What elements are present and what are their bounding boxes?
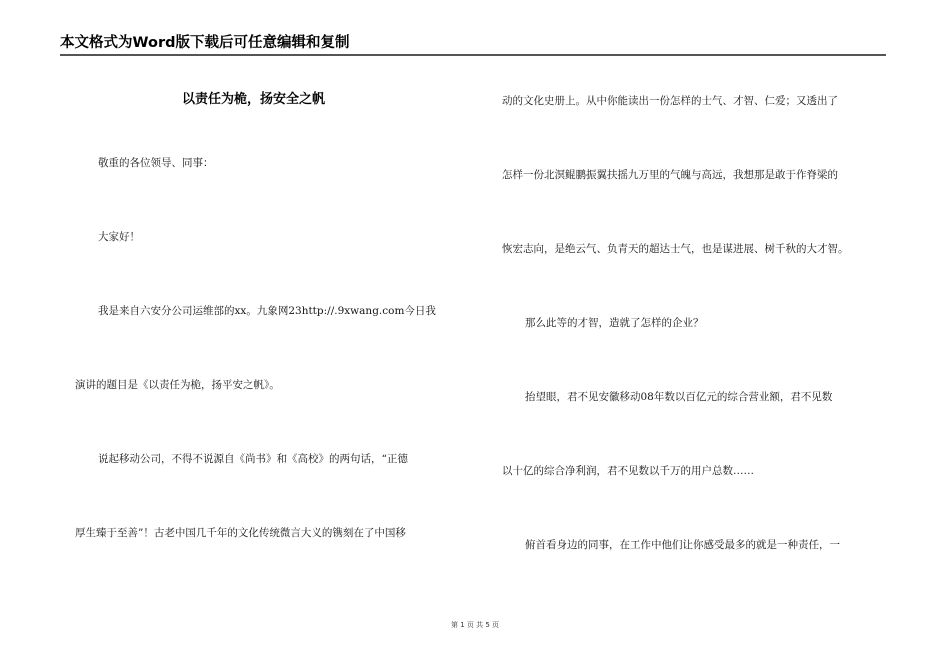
right-column-line: 那么此等的才智，造就了怎样的企业？ — [525, 317, 704, 329]
left-column-line: 大家好！ — [98, 231, 140, 243]
left-column-line: 说起移动公司，不得不说源自《尚书》和《高校》的两句话，“正德 — [98, 453, 408, 465]
right-column-line: 俯首看身边的同事，在工作中他们让你感受最多的就是一种责任，一 — [525, 539, 840, 551]
right-column-line: 抬望眼，君不见安徽移动08年数以百亿元的综合营业额，君不见数 — [525, 391, 833, 403]
page-number: 第 1 页 共 5 页 — [450, 621, 500, 629]
right-column-line: 恢宏志向，是绝云气、负青天的超达士气，也是谋进展、树千秋的大才智。 — [502, 243, 849, 255]
document-title: 以责任为桅，扬安全之帆 — [182, 92, 326, 107]
right-column-line: 怎样一份北溟鲲鹏振翼扶摇九万里的气魄与高远，我想那是敢于作脊梁的 — [502, 169, 838, 181]
header-text: 本文格式为Word版下载后可任意编辑和复制 — [60, 35, 350, 51]
left-column-line: 敬重的各位领导、同事： — [98, 157, 214, 169]
page-header — [60, 33, 886, 56]
right-column-line: 以十亿的综合净利润，君不见数以千万的用户总数…… — [502, 465, 754, 477]
left-column-line: 我是来自六安分公司运维部的xx。九象网23http://.9xwang.com今日我 — [98, 305, 436, 317]
left-column-line: 厚生臻于至善”！古老中国几千年的文化传统微言大义的镌刻在了中国移 — [75, 527, 406, 539]
right-column-line: 动的文化史册上。从中你能读出一份怎样的士气、才智、仁爱；又透出了 — [502, 95, 838, 107]
left-column-line: 演讲的题目是《以责任为桅，扬平安之帆》。 — [75, 379, 280, 391]
